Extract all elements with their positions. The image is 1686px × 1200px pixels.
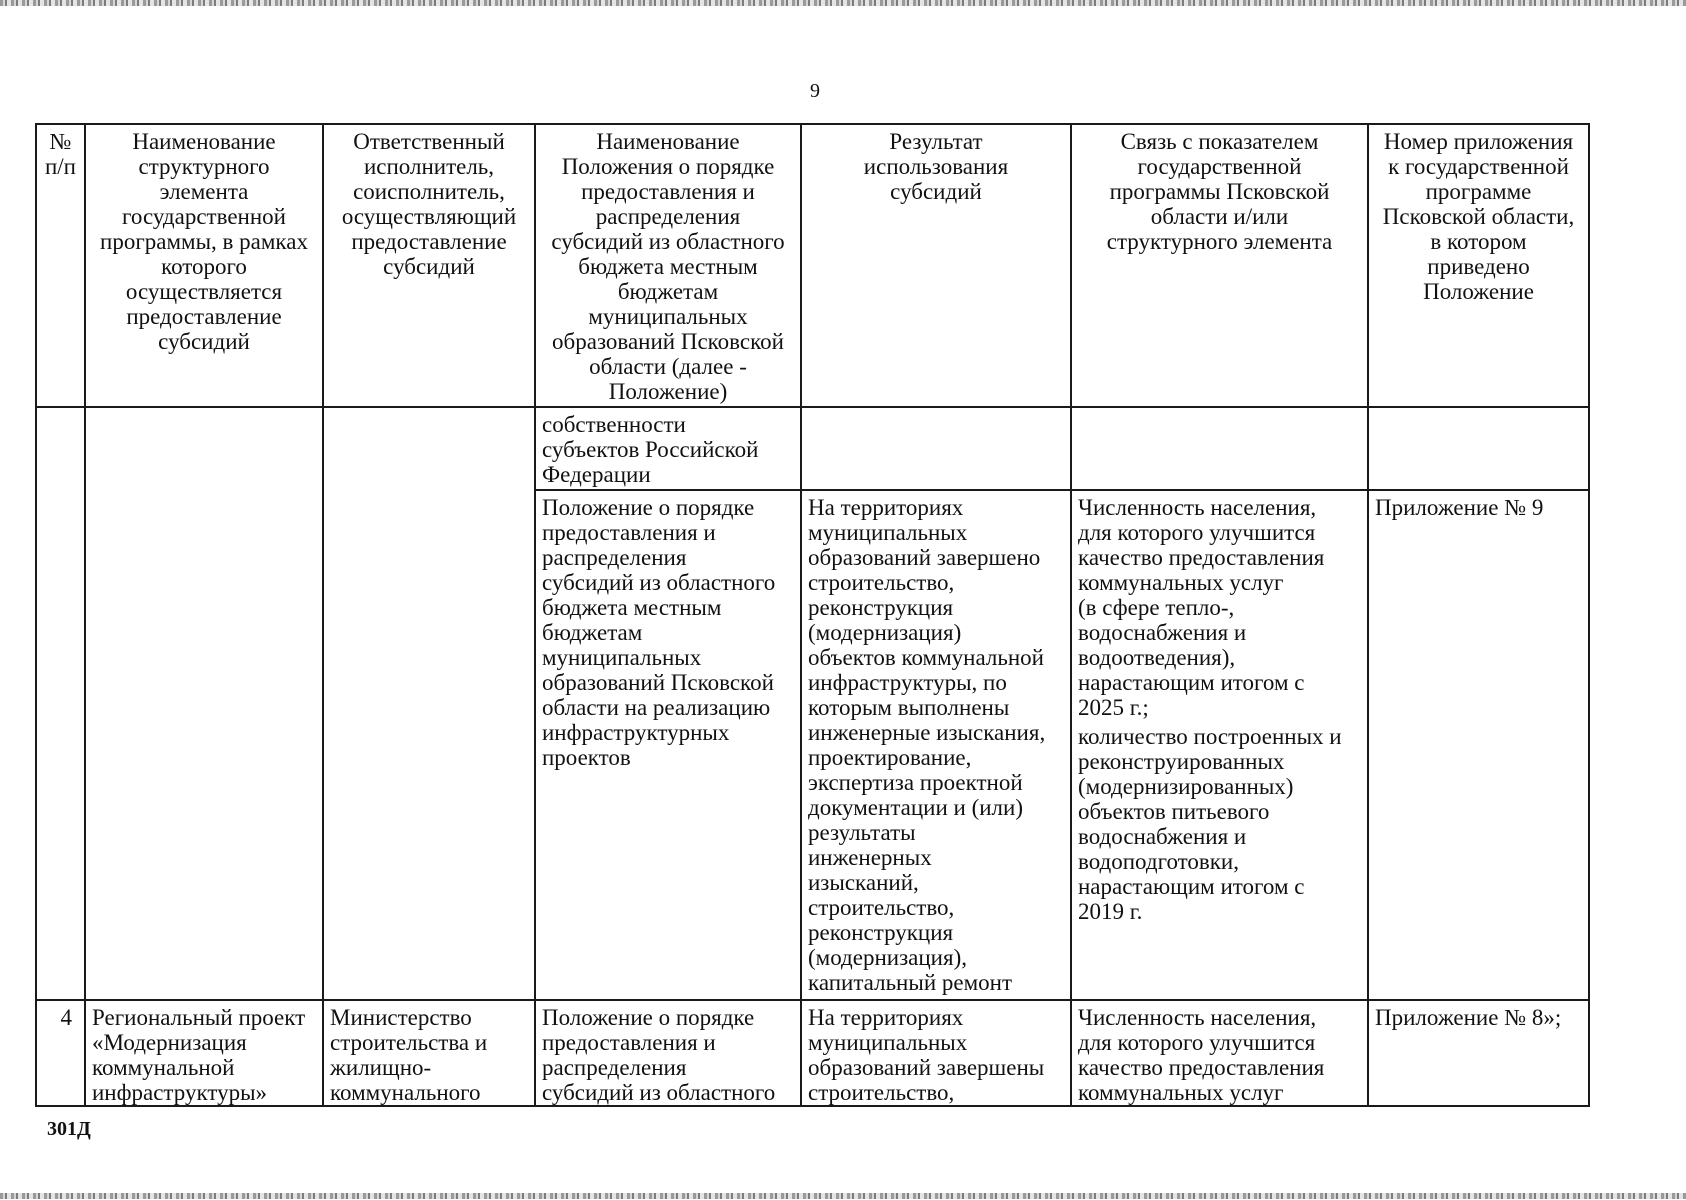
- cell-regulation-infra: Положение о порядке предоставления и распределения субсидий из областного бюджета местным бюджетам муниципальных образований Псковской области на реализацию инфраструктурных проектов: [535, 490, 801, 1000]
- indicator-facilities: количество построенных и реконструированных (модернизированных) объектов питьевого водоснабжения и водоподготовки, нарастающим итогом с 2019 г.: [1078, 724, 1342, 924]
- cell-num-4: 4: [36, 1000, 85, 1106]
- header-indicator: Связь с показателем государственной программы Псковской области и/или структурного элемента: [1071, 124, 1368, 407]
- cell-appendix-infra: Приложение № 9: [1368, 490, 1589, 1000]
- indicator-population: Численность населения, для которого улучшится качество предоставления коммунальных услуг (в сфере тепло-, водоснабжения и водоотведения), нарастающим итогом с 2025 г.;: [1078, 495, 1325, 720]
- cell-executor-4: Министерство строительства и жилищно- коммунального: [323, 1000, 535, 1106]
- cell-result-infra: На территориях муниципальных образований завершено строительство, реконструкция (модернизация) объектов коммунальной инфраструктуры, по которым выполнены инженерные изыскания, проектирование, экспертиза проектной документации и (или) результаты инженерных изысканий, строительство, реконструкция (модернизация), капитальный ремонт: [801, 490, 1071, 1000]
- cell-element-merged: [85, 407, 323, 1000]
- cell-appendix-4: Приложение № 8»;: [1368, 1000, 1589, 1106]
- cell-result-4: На территориях муниципальных образований завершены строительство,: [801, 1000, 1071, 1106]
- table-row: [36, 1000, 1589, 1106]
- cell-indicator-4: Численность населения, для которого улучшится качество предоставления коммунальных услуг: [1071, 1000, 1368, 1106]
- cell-appendix-empty: [1368, 407, 1589, 490]
- header-executor: Ответственный исполнитель, соисполнитель, осуществляющий предоставление субсидий: [323, 124, 535, 407]
- cell-result-empty: [801, 407, 1071, 490]
- cell-executor-merged: [323, 407, 535, 1000]
- header-num: № п/п: [36, 124, 85, 407]
- document-code: 301Д: [47, 1118, 91, 1140]
- subsidies-table: [35, 123, 1590, 1107]
- cell-indicator-infra: [1071, 490, 1368, 1000]
- table-row: [36, 407, 1589, 490]
- cell-num-merged: [36, 407, 85, 1000]
- header-element: Наименование структурного элемента государственной программы, в рамках которого осуществляется предоставление субсидий: [85, 124, 323, 407]
- page-number: 9: [810, 80, 820, 102]
- cell-element-4: Региональный проект «Модернизация коммунальной инфраструктуры»: [85, 1000, 323, 1106]
- cell-regulation-4: Положение о порядке предоставления и распределения субсидий из областного: [535, 1000, 801, 1106]
- header-appendix: Номер приложения к государственной программе Псковской области, в котором приведено Положение: [1368, 124, 1589, 407]
- cell-regulation-continuation: собственности субъектов Российской Федерации: [535, 407, 801, 490]
- header-regulation: Наименование Положения о порядке предоставления и распределения субсидий из областного бюджета местным бюджетам муниципальных образований Псковской области (далее - Положение): [535, 124, 801, 407]
- header-result: Результат использования субсидий: [801, 124, 1071, 407]
- scan-edge-bottom: [0, 1193, 1686, 1199]
- table-header-row: [36, 124, 1589, 407]
- scan-edge-top: [0, 0, 1686, 6]
- cell-indicator-empty: [1071, 407, 1368, 490]
